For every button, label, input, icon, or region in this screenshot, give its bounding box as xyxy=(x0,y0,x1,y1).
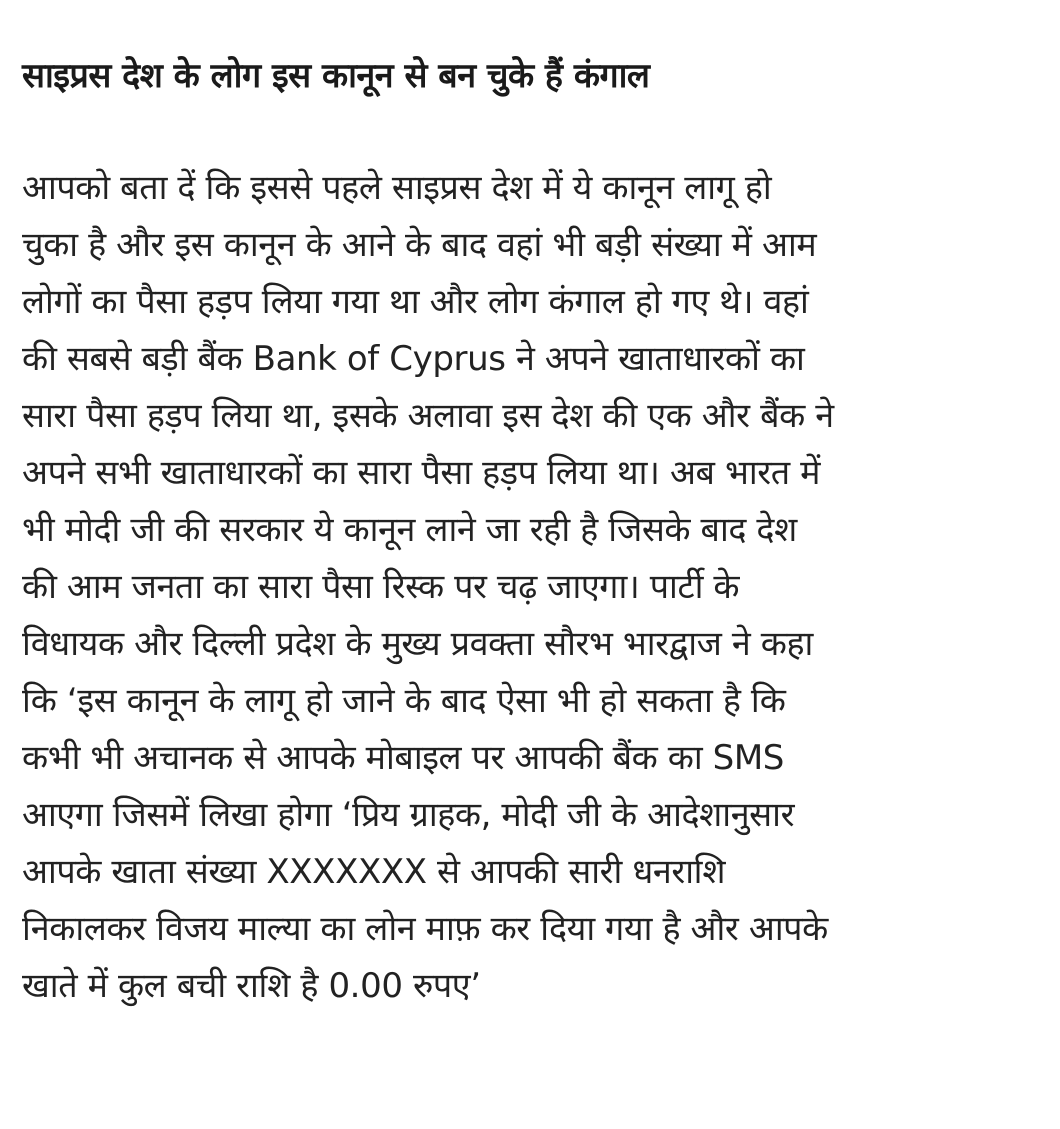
body-line: भी मोदी जी की सरकार ये कानून लाने जा रही है जिसके बाद देश xyxy=(22,510,797,550)
article-heading: साइप्रस देश के लोग इस कानून से बन चुके हैं कंगाल xyxy=(22,56,650,96)
article-body xyxy=(22,160,1032,1015)
body-line: खाते में कुल बची राशि है 0.00 रुपए’ xyxy=(22,966,481,1006)
body-line: कभी भी अचानक से आपके मोबाइल पर आपकी बैंक का SMS xyxy=(22,738,784,778)
body-line: लोगों का पैसा हड़प लिया गया था और लोग कंगाल हो गए थे। वहां xyxy=(22,282,809,322)
body-line: आपके खाता संख्या XXXXXXX से आपकी सारी धनराशि xyxy=(22,852,726,892)
article xyxy=(22,48,1032,1015)
body-line: अपने सभी खाताधारकों का सारा पैसा हड़प लिया था। अब भारत में xyxy=(22,453,821,493)
body-line: कि ‘इस कानून के लागू हो जाने के बाद ऐसा भी हो सकता है कि xyxy=(22,681,786,721)
body-line: निकालकर विजय माल्या का लोन माफ़ कर दिया गया है और आपके xyxy=(22,909,828,949)
body-line: विधायक और दिल्ली प्रदेश के मुख्य प्रवक्ता सौरभ भारद्वाज ने कहा xyxy=(22,624,813,664)
body-line: सारा पैसा हड़प लिया था, इसके अलावा इस देश की एक और बैंक ने xyxy=(22,396,834,436)
body-line: की सबसे बड़ी बैंक Bank of Cyprus ने अपने खाताधारकों का xyxy=(22,339,805,379)
body-line: आपको बता दें कि इससे पहले साइप्रस देश में ये कानून लागू हो xyxy=(22,168,772,208)
body-line: की आम जनता का सारा पैसा रिस्क पर चढ़ जाएगा। पार्टी के xyxy=(22,567,740,607)
body-line: आएगा जिसमें लिखा होगा ‘प्रिय ग्राहक, मोदी जी के आदेशानुसार xyxy=(22,795,795,835)
body-line: चुका है और इस कानून के आने के बाद वहां भी बड़ी संख्या में आम xyxy=(22,225,817,265)
